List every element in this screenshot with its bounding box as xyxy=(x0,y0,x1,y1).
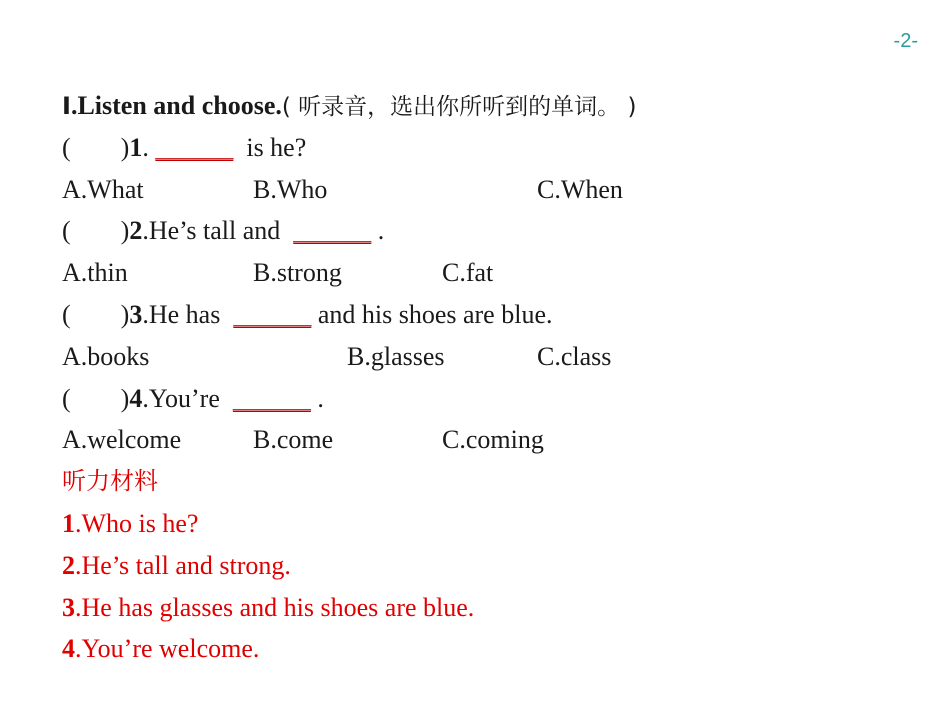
listening-line-1 xyxy=(62,503,922,545)
answer-paren-close: ) xyxy=(120,132,130,162)
question-text-before: .He’s tall and xyxy=(142,216,294,246)
option-a[interactable]: A.welcome xyxy=(62,425,182,455)
question-2 xyxy=(62,210,922,252)
listening-line-4 xyxy=(62,628,922,670)
option-c[interactable]: C.class xyxy=(537,341,612,371)
option-b[interactable]: B.Who xyxy=(253,174,328,204)
question-number: 2 xyxy=(129,216,143,246)
option-a[interactable]: A.books xyxy=(62,341,150,371)
listening-number: 2 xyxy=(62,550,75,580)
question-text-before: . xyxy=(142,132,156,162)
options-1 xyxy=(62,169,922,211)
answer-paren-open: ( xyxy=(62,216,71,246)
listening-text: .You’re welcome. xyxy=(75,634,260,664)
listening-line-3 xyxy=(62,587,922,629)
section-roman-numeral: Ⅰ xyxy=(62,92,71,120)
option-b[interactable]: B.come xyxy=(253,425,334,455)
section-instruction: ( 听录音，选出你所听到的单词。 ) xyxy=(281,94,637,120)
question-number: 1 xyxy=(129,132,143,162)
options-3 xyxy=(62,336,922,378)
listening-number: 3 xyxy=(62,592,75,622)
options-4 xyxy=(62,419,922,461)
listening-text: .He has glasses and his shoes are blue. xyxy=(75,592,475,622)
question-text-after: and his shoes are blue. xyxy=(311,299,553,329)
listening-text: .Who is he? xyxy=(75,508,199,538)
listening-number: 1 xyxy=(62,508,75,538)
option-c[interactable]: C.When xyxy=(537,174,623,204)
listening-material-label: 听力材料 xyxy=(62,467,158,496)
option-a[interactable]: A.thin xyxy=(62,258,128,288)
question-3 xyxy=(62,294,922,336)
option-a[interactable]: A.What xyxy=(62,174,144,204)
option-b[interactable]: B.strong xyxy=(253,258,342,288)
option-b[interactable]: B.glasses xyxy=(347,341,445,371)
question-text-after: . xyxy=(310,383,324,413)
question-number: 4 xyxy=(129,383,143,413)
question-number: 3 xyxy=(129,299,143,329)
answer-paren-open: ( xyxy=(62,299,71,329)
page-number: -2- xyxy=(893,30,918,52)
answer-paren-close: ) xyxy=(120,383,130,413)
listening-line-2 xyxy=(62,545,922,587)
question-text-before: .You’re xyxy=(142,383,233,413)
section-heading xyxy=(62,85,922,127)
question-text-before: .He has xyxy=(142,299,234,329)
section-title: .Listen and choose. xyxy=(70,91,282,120)
listening-text: .He’s tall and strong. xyxy=(75,550,291,580)
question-blank: ______ xyxy=(293,216,372,246)
question-text-after: . xyxy=(371,216,385,246)
listening-number: 4 xyxy=(62,634,75,664)
answer-paren-open: ( xyxy=(62,132,71,162)
answer-paren-open: ( xyxy=(62,383,71,413)
question-blank: ______ xyxy=(155,132,234,162)
answer-paren-close: ) xyxy=(120,299,130,329)
question-text-after: is he? xyxy=(233,132,307,162)
question-1 xyxy=(62,127,922,169)
option-c[interactable]: C.fat xyxy=(442,258,494,288)
exercise-content xyxy=(62,85,922,670)
question-4 xyxy=(62,378,922,420)
question-blank: ______ xyxy=(233,299,312,329)
option-c[interactable]: C.coming xyxy=(442,425,544,455)
answer-paren-close: ) xyxy=(120,216,130,246)
options-2 xyxy=(62,252,922,294)
question-blank: ______ xyxy=(232,383,311,413)
